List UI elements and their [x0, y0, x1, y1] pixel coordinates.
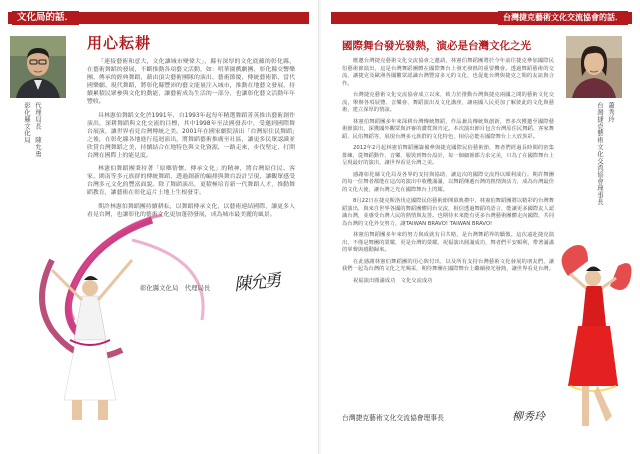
left-paragraph-2: 具林憲伯舞蹈文化於1991年，自1993年起每年精選舞蹈菁英推出藝術創作演出，深耕舞蹈與文化交流的目標，其中1998年至法國發表中，受邀到國際舞台展演，讓世界看見台灣傳統之美。2001年在國家劇院演出「台灣原住民舞蹈」之後，在彰化縣各地進行巡迴演出，將舞蹈藝術推廣至社區，讓更多民眾認識並欣賞台灣舞蹈之美，持續結合在地特色與文化資源，一路走來，步伐堅定，打開台灣在國際上的能見度。 [87, 112, 295, 160]
right-vertical-credit-name: 蕭秀玲 [607, 102, 615, 123]
man-portrait-icon [10, 36, 66, 98]
right-handwritten-signature: 柳秀玲 [512, 410, 545, 423]
right-body-text [342, 58, 554, 289]
left-body-text [87, 58, 295, 224]
right-paragraph-5: 感謝彰化縣文化局及各界的支持與協助，讓這次的國際交流得以順利成行。期許舞團的每一位舞者都能在這次的演出中收穫滿滿，以舞蹈傳遞台灣的熱情與活力，成為台灣最佳的文化大使，讓台灣之光在國際舞台上閃耀。 [342, 171, 554, 193]
right-vertical-credit-org: 台灣捷克藝術文化交流協會理事長 [596, 102, 604, 206]
right-portrait-photo [566, 36, 622, 98]
left-page [0, 0, 319, 454]
right-paragraph-7: 林憲伯舞蹈團多年來的努力與成就有目共睹，是台灣舞蹈界的驕傲。這次遠赴捷克演出，不僅是舞團的榮耀，更是台灣的榮耀。祝福演出圓滿成功，舞者們平安順利，帶著滿滿的掌聲與感動歸來。 [342, 232, 554, 253]
left-header-label: 文化局的話． [12, 11, 79, 25]
ribbon-dancer-illustration [12, 200, 242, 450]
right-paragraph-4: 2012年2月起林憲伯舞蹈團籌備參與捷克國際民俗藝術節，舞者們經過長時間的密集排練，從舞蹈動作、音樂、服裝到舞台設計，每一個細節都力求完美，只為了在國際舞台上呈現最好的演出，讓世界看見台灣之美。 [342, 145, 554, 166]
right-signature-line: 台灣捷克藝術文化交流協會理事長 [342, 414, 444, 422]
left-page-title: 用心耘耕 [87, 34, 152, 52]
right-paragraph-3: 林憲伯舞蹈團多年來深耕台灣傳統舞蹈，作品兼具傳統與創新，曾多次獲邀至國際藝術節演出，深獲國外觀眾與評審的讚賞與肯定。本次演出節目包含台灣原住民舞蹈、客家舞蹈、民俗舞蹈等，展現台灣多元族群的文化特色，相信必能在國際舞台上大放異彩。 [342, 118, 554, 140]
right-page-title: 國際舞台發光發熱，演必是台灣文化之光 [342, 40, 531, 52]
right-paragraph-6: 8月22日在捷克斯洛伐克國際民俗藝術節開幕典禮中，林憲伯舞蹈團將以精彩的台灣舞蹈演出，與來自世界各國的舞蹈團體同台交流，相信透過舞蹈的語言，能讓更多國際友人認識台灣，並感受台灣人民的熱情與友善。也期待未來能有更多台灣藝術團體走向國際，共同為台灣的文化外交努力，讓TAIWAN BRAVO! TAIWAN BRAVO! [342, 198, 554, 227]
left-paragraph-4: 期許林憲伯舞蹈團持續耕耘，以舞蹈傳承文化，以藝術連結國際，讓更多人看見台灣，也讓彰化的藝術文化更加蓬勃發展，成為城市最美麗的風景。 [87, 203, 295, 218]
fan-dancer-illustration [548, 236, 638, 446]
right-paragraph-8: 在此感謝林憲伯舞蹈團的用心與付出，以及所有支持台灣藝術文化發展的朋友們，讓我們一起為台灣的文化之光喝采，期待舞團在國際舞台上繼續發光發熱，讓世界看見台灣。 [342, 258, 554, 272]
woman-portrait-icon [566, 36, 622, 98]
left-handwritten-signature: 陳允勇 [233, 270, 281, 296]
left-portrait-photo [10, 36, 66, 98]
right-header-label: 台灣捷克藝術文化交流協會的話． [498, 11, 628, 25]
left-vertical-credit-name: 代理局長 陳允勇 [34, 102, 42, 158]
left-paragraph-1: 「連接藝術和意大，文化讓城市變偉大」，縣有深厚的文化底蘊的彰化縣，在藝術舞蹈的發展，不斷推動各項藝文活動，如：明華園戲劇團、彰化縣交響樂團、傳承的經典舞蹈，藉由頂尖藝術團隊的演出、藝術節慶、傳統藝術節、當代國樂劇、現代舞蹈，將彰化縣豐沛的藝文能量注入城市，推動在地藝文發展，持續累積民眾參與文化的動能，讓藝術成為生活的一部分，也讓彰化藝文活動年年豐收。 [87, 59, 295, 106]
left-vertical-credit-org: 彰化縣文化局 [23, 102, 31, 144]
left-signature-line: 彰化縣文化局 代理局長 [140, 284, 211, 292]
right-paragraph-1: 應邀台灣捷克藝術文化交流協會之邀請，林憲伯舞蹈團將於今年前往捷克參加國際民俗藝術節演出，這是台灣舞蹈團體在國際舞台上發光發熱的重要機會。透過舞蹈藝術的交流，讓捷克及歐洲各國觀眾認識台灣豐富多元的文化，也促進台灣與捷克之間的友誼與合作。 [342, 58, 554, 87]
left-paragraph-3: 林憲伯舞蹈團秉持著「原鄉情懷、傳承文化」的精神，將台灣原住民、客家、閩南等多元族群的傳統舞蹈，透過創新的編排與舞台設計呈現，讓觀眾感受台灣多元文化的豐富面貌。除了舞蹈演出，更積極培育新一代舞蹈人才，推動舞蹈教育，讓藝術在彰化這片土地上生根發芽。 [87, 166, 295, 197]
right-paragraph-2: 台灣捷克藝術文化交流協會成立以來，致力於推動台灣與捷克兩國之間的藝術文化交流，舉辦各項展覽、音樂會、舞蹈演出及文化講座，讓兩國人民更加了解彼此的文化與藝術，建立深厚的情誼。 [342, 92, 554, 113]
right-paragraph-9: 祝福演出圓滿成功 文化交流成功 [353, 277, 433, 284]
